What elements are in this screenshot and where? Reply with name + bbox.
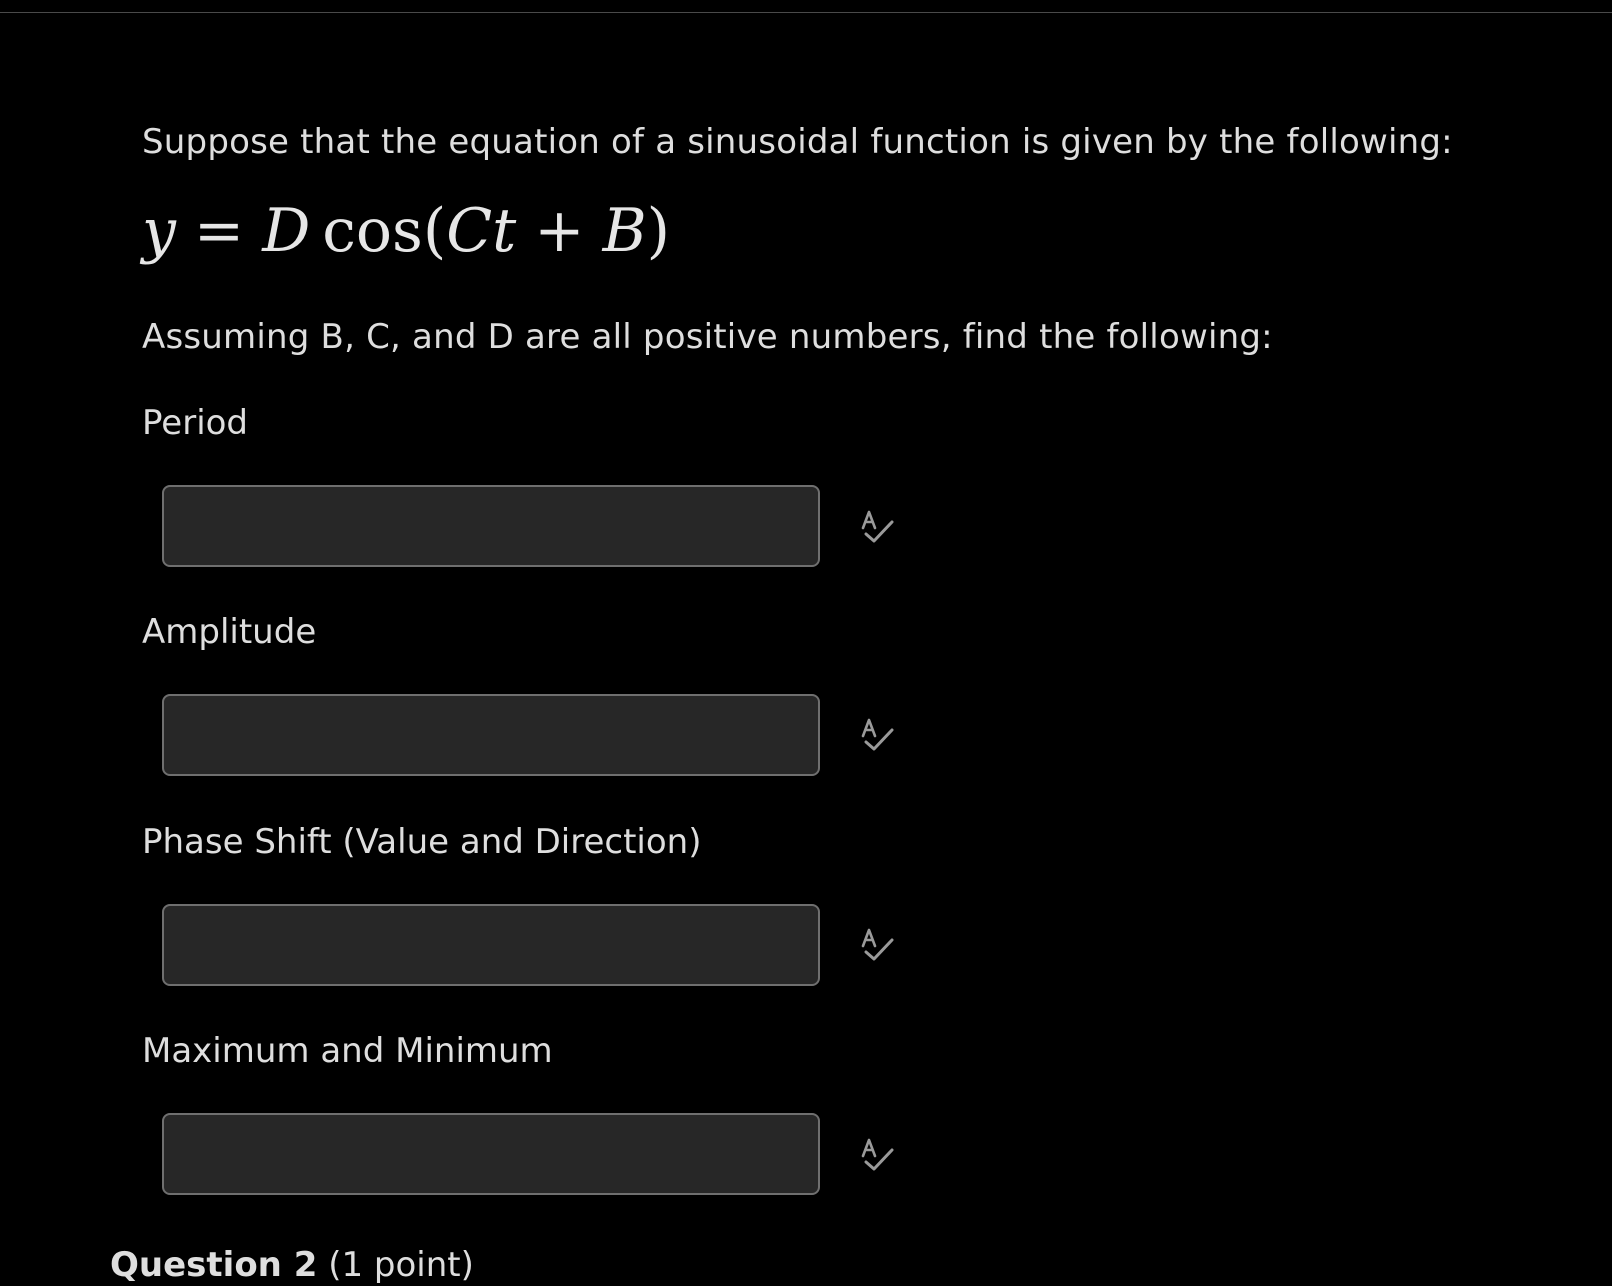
eq-var-b: B [602,196,647,266]
period-label: Period [142,403,249,443]
eq-plus: + [534,196,585,266]
max-min-label: Maximum and Minimum [142,1031,553,1071]
spell-check-icon[interactable] [858,926,898,966]
eq-var-c: C [446,196,493,266]
period-input[interactable] [162,485,820,567]
amplitude-input[interactable] [162,694,820,776]
eq-func: cos [322,196,423,266]
question-intro: Suppose that the equation of a sinusoidal function is given by the following: [142,122,1453,162]
equation [142,196,670,266]
spell-check-icon[interactable] [858,716,898,756]
amplitude-label: Amplitude [142,612,317,652]
eq-var-t: t [492,196,517,266]
spell-check-icon[interactable] [858,1136,898,1176]
spell-check-icon[interactable] [858,508,898,548]
question-instruction: Assuming B, C, and D are all positive numbers, find the following: [142,317,1273,357]
top-divider [0,12,1612,13]
max-min-input[interactable] [162,1113,820,1195]
eq-close-paren: ) [646,196,671,266]
phase-shift-label: Phase Shift (Value and Direction) [142,822,702,862]
next-question-title: Question 2 [110,1245,318,1285]
eq-open-paren: ( [422,196,447,266]
eq-equals: = [193,196,245,266]
next-question-heading [110,1244,474,1286]
eq-coef: D [262,196,311,266]
phase-shift-input[interactable] [162,904,820,986]
next-question-points: (1 point) [328,1245,474,1285]
eq-lhs: y [142,196,176,266]
